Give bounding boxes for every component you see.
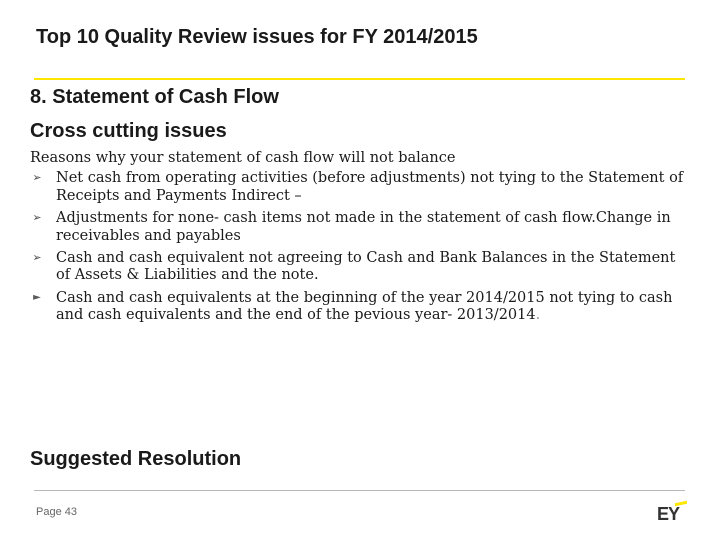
footer-divider bbox=[34, 490, 685, 491]
arrow-bullet-icon: ➢ bbox=[32, 171, 42, 185]
arrow-bullet-icon: ➢ bbox=[32, 250, 42, 264]
title-accent-rule bbox=[34, 78, 685, 80]
list-item bbox=[30, 290, 690, 325]
issue-list bbox=[30, 170, 690, 324]
logo-text: EY bbox=[657, 504, 680, 524]
sub-heading: Cross cutting issues bbox=[30, 120, 227, 142]
list-item bbox=[30, 250, 690, 285]
page-number: Page 43 bbox=[36, 506, 77, 518]
list-item bbox=[30, 210, 690, 245]
ey-logo bbox=[655, 502, 687, 526]
list-item-text: Net cash from operating activities (before adjustments) not tying to the Statement of Receipts and Payments Indirect – bbox=[56, 170, 684, 204]
list-item-text: Adjustments for none- cash items not made in the statement of cash flow.Change in receivables and payables bbox=[56, 210, 671, 244]
intro-text: Reasons why your statement of cash flow will not balance bbox=[30, 150, 456, 166]
list-item bbox=[30, 170, 690, 205]
title-accent-line bbox=[34, 78, 685, 80]
slide-title: Top 10 Quality Review issues for FY 2014/2015 bbox=[36, 26, 478, 48]
arrow-bullet-icon: ➢ bbox=[32, 211, 42, 225]
section-heading: 8. Statement of Cash Flow bbox=[30, 86, 279, 108]
triangle-bullet-icon: ► bbox=[33, 291, 41, 303]
list-item-text: Cash and cash equivalents at the beginning of the year 2014/2015 not tying to cash and cash equivalents and the end of the pevious year- 2013/2014 bbox=[56, 289, 673, 324]
resolution-heading: Suggested Resolution bbox=[30, 448, 242, 470]
list-item-text: Cash and cash equivalent not agreeing to Cash and Bank Balances in the Statement of Assets & Liabilities and the note. bbox=[56, 249, 676, 284]
body-content bbox=[30, 150, 690, 330]
list-item-trailing-period: . bbox=[535, 307, 541, 324]
